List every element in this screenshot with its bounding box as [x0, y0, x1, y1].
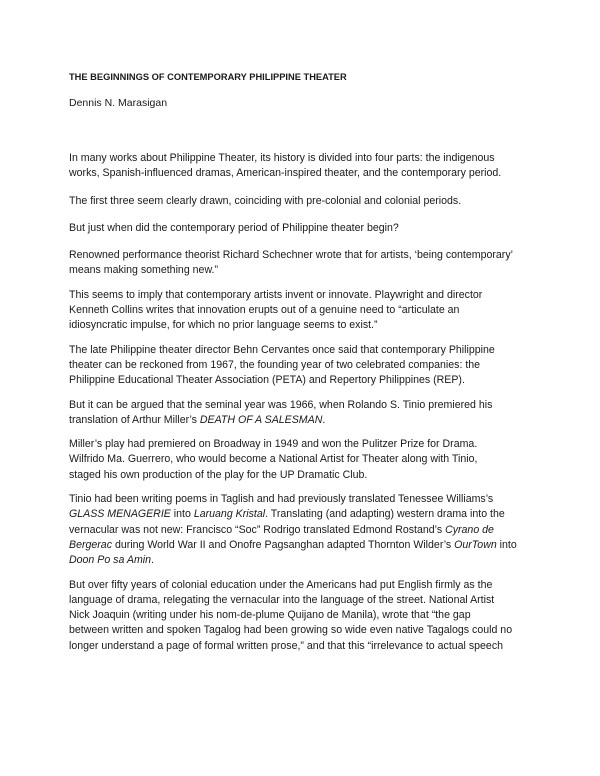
text-line: The first three seem clearly drawn, coinciding with pre-colonial and colonial periods. [69, 194, 462, 207]
paragraph-3 [69, 221, 539, 236]
play-title: Bergerac [69, 538, 112, 551]
text-line: Nick Joaquin (writing under his nom-de-plume Quijano de Manila), wrote that “the gap [69, 609, 471, 622]
paragraph-9 [69, 492, 539, 568]
play-title: Cyrano de [445, 523, 494, 536]
text-line [69, 507, 539, 522]
paragraph-6 [69, 343, 539, 389]
play-title: DEATH OF A SALESMAN [199, 413, 323, 426]
text-line [69, 413, 539, 428]
text-run: vernacular was not new: Francisco “Soc” Rodrigo translated Edmond Rostand’s [69, 523, 446, 536]
paragraph-5 [69, 288, 539, 334]
paragraph-8 [69, 437, 539, 483]
paragraph-4 [69, 248, 539, 279]
play-title: Doon Po sa Amin [69, 554, 152, 567]
text-line: language of drama, relegating the vernacular into the language of the street. National Artist [69, 593, 495, 606]
text-line: Miller’s play had premiered on Broadway in 1949 and won the Pulitzer Prize for Drama. [69, 438, 478, 451]
document-title: THE BEGINNINGS OF CONTEMPORARY PHILIPPINE THEATER [69, 72, 347, 82]
text-run: . Translating (and adapting) western drama into the [265, 508, 505, 521]
play-title: OurTown [454, 538, 497, 551]
article-body [69, 151, 539, 663]
text-line: between written and spoken Tagalog had been growing so wide even native Tagalogs could no [69, 624, 513, 637]
text-line: In many works about Philippine Theater, its history is divided into four parts: the indigenous [69, 152, 495, 164]
text-line [69, 523, 539, 538]
author-name: Dennis N. Marasigan [69, 97, 168, 109]
text-line: idiosyncratic impulse, for which no prior language seems to exist.” [69, 319, 378, 332]
text-line [69, 538, 539, 553]
text-line: Renowned performance theorist Richard Schechner wrote that for artists, ‘being contemporary’ [69, 249, 513, 262]
play-title: Laruang Kristal [193, 508, 266, 521]
text-line: Kenneth Collins writes that innovation erupts out of a genuine need to “articulate an [69, 304, 460, 317]
paragraph-10 [69, 578, 539, 654]
text-line: theater can be reckoned from 1967, the founding year of two celebrated companies: the [69, 358, 481, 371]
text-line: Tinio had been writing poems in Taglish and had previously translated Tenessee Williams’s [69, 493, 494, 506]
text-run: into [496, 538, 517, 551]
text-line: longer understand a page of formal written prose,” and that this “irrelevance to actual speech [69, 639, 504, 652]
paragraph-1 [69, 151, 539, 182]
text-line: Wilfrido Ma. Guerrero, who would become a National Artist for Theater along with Tinio, [69, 453, 478, 466]
text-run: . [151, 554, 154, 567]
text-line: The late Philippine theater director Behn Cervantes once said that contemporary Philippine [69, 343, 495, 356]
paragraph-7 [69, 398, 539, 429]
text-line: This seems to imply that contemporary artists invent or innovate. Playwright and director [69, 288, 483, 301]
text-run: during World War II and Onofre Pagsanghan adapted Thornton Wilder’s [112, 538, 455, 551]
text-run: . [322, 413, 326, 426]
text-line: means making something new.” [69, 264, 218, 277]
text-line: works, Spanish-influenced dramas, American-inspired theater, and the contemporary period. [69, 167, 502, 180]
paragraph-2 [69, 194, 539, 209]
text-line: staged his own production of the play for the UP Dramatic Club. [69, 468, 368, 481]
text-line [69, 553, 539, 568]
text-run: into [170, 508, 194, 521]
text-line: Philippine Educational Theater Association (PETA) and Repertory Philippines (REP). [69, 374, 465, 387]
play-title: GLASS MENAGERIE [69, 508, 171, 521]
text-line: But it can be argued that the seminal year was 1966, when Rolando S. Tinio premiered his [69, 398, 493, 411]
text-line: But just when did the contemporary period of Philippine theater begin? [69, 221, 399, 234]
text-run: translation of Arthur Miller’s [69, 413, 200, 426]
text-line: But over fifty years of colonial education under the Americans had put English firmly as the [69, 578, 493, 591]
